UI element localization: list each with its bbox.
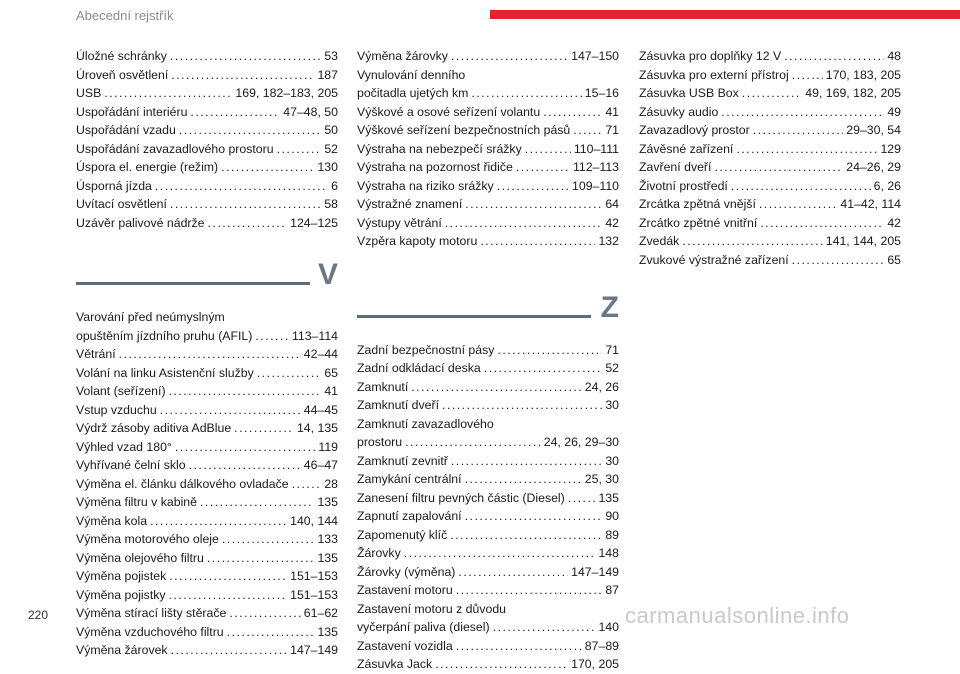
entry-list	[357, 47, 619, 251]
entry-pages: 65	[887, 252, 901, 267]
index-entry	[76, 512, 338, 531]
index-entry	[76, 586, 338, 605]
dot-leader	[179, 121, 322, 140]
entry-pages: 15–16	[584, 86, 619, 100]
entry-term: Úsporná jízda	[76, 178, 152, 193]
dot-leader	[292, 475, 322, 494]
entry-term: Výstraha na nebezpečí srážky	[357, 141, 522, 156]
entry-pages: 133	[317, 532, 338, 546]
dot-leader	[759, 195, 837, 214]
entry-term: Vstup vzduchu	[76, 402, 157, 417]
dot-leader	[171, 641, 288, 660]
entry-pages: 48	[887, 49, 901, 63]
entry-pages: 113–114	[291, 328, 338, 343]
dot-leader	[190, 103, 280, 122]
entry-term: Zamknutí dveří	[357, 398, 440, 412]
dot-leader	[543, 103, 602, 122]
index-entry	[76, 66, 338, 85]
entry-pages: 170, 205	[571, 657, 619, 671]
entry-row	[357, 618, 619, 637]
entry-pages: 147–149	[290, 643, 338, 657]
dot-leader	[277, 140, 322, 159]
entry-term: Výstraha na pozornost řidiče	[357, 160, 513, 174]
dot-leader	[721, 103, 884, 122]
entry-pages: 41–42, 114	[840, 197, 901, 211]
entry-pages: 135	[598, 490, 619, 505]
entry-term: Větrání	[76, 347, 116, 361]
entry-pages: 89	[605, 527, 619, 542]
running-header-title: Abecední rejstřík	[76, 8, 174, 23]
dot-leader	[257, 364, 322, 383]
index-entry	[357, 359, 619, 378]
entry-list	[76, 308, 338, 660]
page-number: 220	[28, 608, 49, 622]
entry-term: Výhled vzad 180°	[76, 439, 172, 454]
dot-leader	[568, 489, 596, 508]
entry-term: opuštěním jízdního pruhu (AFIL)	[76, 328, 253, 343]
index-entry	[357, 452, 619, 471]
entry-pages: 25, 30	[584, 472, 619, 486]
index-entry	[357, 396, 619, 415]
index-entry	[639, 121, 901, 140]
entry-pages: 42	[605, 215, 619, 230]
index-entry	[357, 489, 619, 508]
entry-term: Zapomenutý klíč	[357, 527, 448, 542]
dot-leader	[450, 526, 602, 545]
dot-leader	[465, 470, 582, 489]
entry-term: Výměna stírací lišty stěrače	[76, 606, 227, 620]
dot-leader	[456, 581, 603, 600]
dot-leader	[119, 345, 301, 364]
dot-leader	[169, 586, 288, 605]
index-entry	[357, 103, 619, 122]
entry-term: Úroveň osvětlení	[76, 67, 169, 82]
entry-term: Zastavení vozidla	[357, 638, 453, 653]
entry-term: Výměna motorového oleje	[76, 532, 219, 546]
index-entry	[639, 214, 901, 233]
index-entry	[639, 251, 901, 270]
index-entry	[639, 232, 901, 251]
index-entry	[357, 214, 619, 233]
index-entry	[76, 345, 338, 364]
dot-leader	[493, 618, 596, 637]
entry-term: Zanesení filtru pevných částic (Diesel)	[357, 490, 565, 505]
entry-pages: 42–44	[303, 347, 338, 361]
dot-leader	[458, 563, 568, 582]
watermark: carmanualsonline.info	[625, 603, 850, 628]
dot-leader	[516, 158, 570, 177]
index-entry	[357, 341, 619, 360]
entry-pages: 71	[605, 123, 619, 137]
index-entry	[76, 121, 338, 140]
entry-term: Zamknutí zevnitř	[357, 453, 448, 468]
index-entry	[76, 549, 338, 568]
entry-term: počitadla ujetých km	[357, 86, 469, 100]
entry-term: Zamykání centrální	[357, 472, 462, 486]
entry-term: Uspořádání vzadu	[76, 123, 176, 137]
index-entry	[639, 84, 901, 103]
index-entry	[357, 581, 619, 600]
entry-pages: 49	[887, 104, 901, 119]
index-entry	[357, 544, 619, 563]
index-entry	[357, 415, 619, 452]
entry-pages: 109–110	[572, 178, 619, 193]
dot-leader	[497, 341, 602, 360]
dot-leader	[175, 438, 316, 457]
index-entry	[357, 195, 619, 214]
entry-pages: 53	[324, 49, 338, 63]
entry-pages: 24, 26, 29–30	[543, 435, 619, 449]
entry-pages: 124–125	[290, 215, 338, 230]
dot-leader	[222, 530, 315, 549]
entry-term: Volání na linku Asistenční služby	[76, 365, 254, 380]
entry-term: Výměna filtru v kabině	[76, 495, 197, 509]
entry-pages: 71	[605, 342, 619, 357]
index-entry	[76, 364, 338, 383]
entry-term: Výměna vzduchového filtru	[76, 624, 224, 639]
entry-term: Uzávěr palivové nádrže	[76, 215, 205, 230]
entry-pages: 61–62	[303, 606, 338, 620]
entry-term: Výstražné znamení	[357, 197, 463, 211]
entry-term: Výškové a osové seřízení volantu	[357, 104, 541, 119]
entry-pages: 90	[605, 509, 619, 523]
entry-pages: 119	[318, 439, 338, 454]
entry-list	[357, 341, 619, 674]
entry-pages: 135	[317, 624, 338, 639]
entry-term: Výměna žárovek	[76, 643, 168, 657]
index-entry	[76, 103, 338, 122]
entry-term: Výstupy větrání	[357, 215, 442, 230]
index-entry	[357, 507, 619, 526]
entry-term: Výškové seřízení bezpečnostních pásů	[357, 123, 571, 137]
index-entry	[639, 195, 901, 214]
index-entry	[76, 438, 338, 457]
dot-leader	[451, 452, 602, 471]
index-entry	[76, 475, 338, 494]
section-rule	[76, 282, 310, 285]
entry-term: Uspořádání zavazadlového prostoru	[76, 141, 274, 156]
index-entry	[357, 637, 619, 656]
index-entry	[357, 563, 619, 582]
index-entry	[357, 378, 619, 397]
dot-leader	[411, 378, 582, 397]
entry-term: Žárovky (výměna)	[357, 564, 456, 579]
index-entry	[76, 493, 338, 512]
entry-pages: 140, 144	[290, 513, 338, 528]
entry-term: Zastavení motoru	[357, 583, 453, 597]
entry-pages: 147–149	[571, 564, 619, 579]
header-accent-bar	[490, 10, 960, 19]
index-entry	[639, 158, 901, 177]
entry-pages: 6, 26	[873, 178, 901, 193]
dot-leader	[731, 177, 871, 196]
index-entry	[357, 66, 619, 103]
entry-pages: 28	[324, 476, 338, 491]
entry-pages: 41	[605, 104, 619, 119]
entry-row	[76, 327, 338, 346]
entry-term: Výměna el. článku dálkového ovladače	[76, 476, 289, 491]
entry-pages: 147–150	[571, 49, 619, 63]
entry-pages: 42	[887, 215, 901, 230]
entry-pages: 14, 135	[296, 421, 338, 435]
dot-leader	[404, 544, 596, 563]
index-entry	[357, 158, 619, 177]
entry-term: Výměna pojistky	[76, 587, 166, 602]
index-entry	[76, 530, 338, 549]
entry-term: Zvedák	[639, 234, 680, 248]
dot-leader	[229, 604, 300, 623]
entry-term: USB	[76, 86, 102, 100]
index-entry	[357, 121, 619, 140]
dot-leader	[155, 177, 328, 196]
index-entry	[76, 140, 338, 159]
entry-pages: 46–47	[303, 458, 338, 472]
entry-term: Zásuvka Jack	[357, 657, 433, 671]
entry-pages: 87	[605, 583, 619, 597]
entry-pages: 140	[598, 620, 619, 634]
dot-leader	[170, 195, 321, 214]
entry-pages: 87–89	[584, 638, 619, 653]
entry-pages: 151–153	[290, 587, 338, 602]
index-entry	[76, 456, 338, 475]
index-entry	[76, 623, 338, 642]
entry-pages: 64	[605, 197, 619, 211]
entry-term: Zvukové výstražné zařízení	[639, 252, 789, 267]
entry-term: Uvítací osvětlení	[76, 197, 167, 211]
dot-leader	[200, 493, 314, 512]
dot-leader	[784, 47, 884, 66]
entry-term: Zrcátko zpětné vnitřní	[639, 215, 758, 230]
dot-leader	[255, 327, 289, 346]
index-entry	[76, 84, 338, 103]
entry-term: Zadní bezpečnostní pásy	[357, 342, 495, 357]
dot-leader	[471, 84, 581, 103]
entry-term: prostoru	[357, 435, 403, 449]
entry-pages: 58	[324, 197, 338, 211]
dot-leader	[160, 401, 301, 420]
index-column-3	[639, 47, 901, 269]
entry-row	[357, 433, 619, 452]
entry-pages: 187	[317, 67, 338, 82]
dot-leader	[792, 251, 885, 270]
dot-leader	[207, 549, 315, 568]
dot-leader	[451, 47, 568, 66]
entry-pages: 130	[317, 160, 338, 174]
entry-term: Výměna kola	[76, 513, 148, 528]
index-entry	[357, 600, 619, 637]
entry-term: Zásuvka pro doplňky 12 V	[639, 49, 782, 63]
entry-term: Zásuvky audio	[639, 104, 719, 119]
index-entry	[76, 308, 338, 345]
entry-pages: 49, 169, 182, 205	[805, 86, 901, 100]
dot-leader	[465, 195, 602, 214]
index-entry	[76, 195, 338, 214]
entry-term: Uspořádání interiéru	[76, 104, 188, 119]
dot-leader	[221, 158, 314, 177]
entry-pages: 52	[605, 361, 619, 375]
index-entry	[76, 158, 338, 177]
section-letter: V	[317, 258, 338, 291]
entry-term: Životní prostředí	[639, 178, 728, 193]
dot-leader	[484, 359, 603, 378]
entry-term: vyčerpání paliva (diesel)	[357, 620, 490, 634]
entry-term: Vzpěra kapoty motoru	[357, 234, 478, 248]
entry-term: Výměna žárovky	[357, 49, 448, 63]
entry-pages: 41	[324, 384, 338, 398]
index-entry	[639, 66, 901, 85]
entry-term: Zadní odkládací deska	[357, 361, 481, 375]
dot-leader	[753, 121, 844, 140]
entry-term: Volant (seřízení)	[76, 384, 166, 398]
entry-term-line: Zastavení motoru z důvodu	[357, 601, 507, 616]
entry-term: Zásuvka USB Box	[639, 86, 739, 100]
index-entry	[639, 140, 901, 159]
dot-leader	[234, 419, 294, 438]
dot-leader	[456, 637, 582, 656]
entry-term: Výdrž zásoby aditiva AdBlue	[76, 421, 232, 435]
entry-pages: 50	[324, 123, 338, 137]
entry-term: Zrcátka zpětná vnější	[639, 197, 756, 211]
entry-pages: 29–30, 54	[846, 123, 901, 137]
entry-pages: 52	[324, 141, 338, 156]
index-entry	[357, 232, 619, 251]
entry-pages: 47–48, 50	[283, 104, 338, 119]
index-entry	[357, 470, 619, 489]
entry-pages: 44–45	[303, 402, 338, 417]
entry-term-line: Vynulování denního	[357, 67, 466, 82]
index-entry	[76, 401, 338, 420]
index-entry	[357, 47, 619, 66]
entry-term: Zamknutí	[357, 379, 409, 394]
dot-leader	[445, 214, 603, 233]
entry-term: Úložné schránky	[76, 49, 167, 63]
dot-leader	[442, 396, 602, 415]
index-entry	[357, 140, 619, 159]
index-entry	[76, 419, 338, 438]
dot-leader	[465, 507, 603, 526]
entry-pages: 30	[605, 398, 619, 412]
entry-pages: 135	[317, 550, 338, 565]
entry-term-line: Zamknutí zavazadlového	[357, 416, 494, 431]
dot-leader	[760, 214, 884, 233]
entry-pages: 170, 183, 205	[825, 67, 901, 82]
dot-leader	[573, 121, 602, 140]
entry-term: Zásuvka pro externí přístroj	[639, 67, 789, 82]
entry-term: Výstraha na riziko srážky	[357, 178, 494, 193]
entry-pages: 151–153	[290, 569, 338, 583]
entry-term: Úspora el. energie (režim)	[76, 160, 219, 174]
index-entry	[357, 177, 619, 196]
index-entry	[76, 382, 338, 401]
dot-leader	[714, 158, 843, 177]
index-entry	[76, 604, 338, 623]
entry-term-line: Varování před neúmyslným	[76, 310, 225, 324]
entry-term: Závěsné zařízení	[639, 141, 734, 156]
dot-leader	[405, 433, 541, 452]
dot-leader	[104, 84, 232, 103]
dot-leader	[525, 140, 571, 159]
entry-pages: 6	[331, 178, 338, 193]
entry-term: Zapnutí zapalování	[357, 509, 462, 523]
index-entry	[76, 567, 338, 586]
index-entry	[639, 47, 901, 66]
entry-pages: 141, 144, 205	[825, 234, 901, 248]
dot-leader	[150, 512, 287, 531]
entry-row	[357, 84, 619, 103]
index-entry	[76, 214, 338, 233]
dot-leader	[189, 456, 301, 475]
dot-leader	[792, 66, 823, 85]
index-entry	[357, 526, 619, 545]
entry-term: Vyhřívané čelní sklo	[76, 458, 186, 472]
section-letter: Z	[600, 290, 619, 324]
index-entry	[76, 641, 338, 660]
entry-pages: 112–113	[572, 160, 619, 174]
entry-pages: 24, 26	[584, 379, 619, 394]
index-entry	[76, 177, 338, 196]
entry-pages: 135	[317, 495, 338, 509]
index-entry	[357, 655, 619, 674]
entry-term: Žárovky	[357, 546, 401, 560]
index-entry	[639, 177, 901, 196]
entry-pages: 129	[880, 141, 901, 156]
entry-pages: 132	[598, 234, 619, 248]
dot-leader	[736, 140, 877, 159]
index-column-1	[76, 47, 338, 660]
dot-leader	[497, 177, 569, 196]
entry-term: Výměna olejového filtru	[76, 550, 204, 565]
dot-leader	[208, 214, 288, 233]
section-header-v	[76, 258, 338, 298]
entry-term: Výměna pojistek	[76, 569, 167, 583]
entry-pages: 65	[324, 365, 338, 380]
entry-pages: 30	[605, 453, 619, 468]
dot-leader	[742, 84, 802, 103]
dot-leader	[435, 655, 568, 674]
entry-pages: 110–111	[573, 141, 619, 156]
index-entry	[639, 103, 901, 122]
entry-list	[76, 47, 338, 232]
dot-leader	[169, 567, 287, 586]
dot-leader	[480, 232, 595, 251]
index-entry	[76, 47, 338, 66]
section-rule	[357, 315, 591, 318]
dot-leader	[171, 66, 314, 85]
entry-term: Zavazadlový prostor	[639, 123, 750, 137]
entry-pages: 24–26, 29	[846, 160, 901, 174]
section-header-z	[357, 291, 619, 331]
dot-leader	[169, 382, 322, 401]
entry-pages: 169, 182–183, 205	[235, 86, 338, 100]
dot-leader	[170, 47, 321, 66]
entry-list	[639, 47, 901, 269]
dot-leader	[682, 232, 822, 251]
entry-pages: 148	[598, 546, 619, 560]
index-column-2	[357, 47, 619, 674]
entry-term: Zavření dveří	[639, 160, 712, 174]
dot-leader	[227, 623, 315, 642]
